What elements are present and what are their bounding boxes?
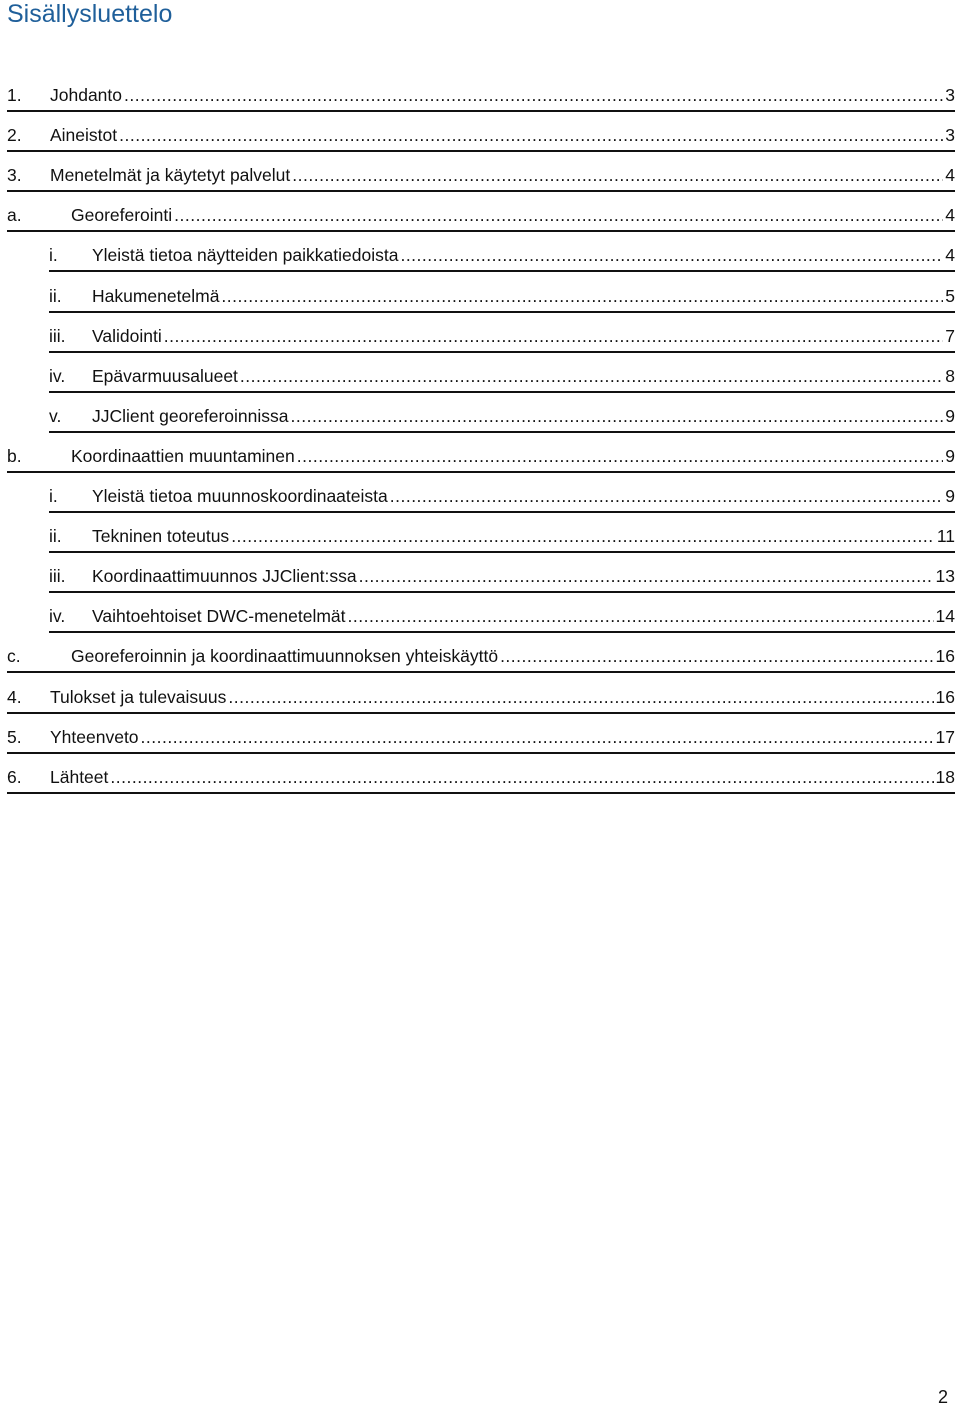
toc-entry-title: Koordinaattien muuntaminen (71, 445, 295, 466)
toc-entry-page: 4 (945, 165, 955, 186)
toc-entry-title: Vaihtoehtoiset DWC-menetelmät (92, 606, 346, 627)
toc-entry-page: 13 (935, 566, 955, 587)
toc-entry-page: 9 (945, 405, 955, 426)
toc-entry-page: 4 (945, 245, 955, 266)
toc-entry-number: c. (7, 646, 21, 667)
dot-leader (348, 604, 934, 628)
toc-entry[interactable] (7, 637, 955, 673)
toc-entry-title: Georeferoinnin ja koordinaattimuunnoksen yhteiskäyttö (71, 646, 499, 667)
dot-leader (228, 685, 933, 709)
toc-entry-page: 16 (935, 646, 955, 667)
toc-entry-number: v. (49, 405, 62, 426)
dot-leader (240, 364, 943, 388)
page-number: 2 (937, 1387, 948, 1407)
toc-entry-number: iv. (49, 606, 66, 627)
toc-entry-number: 5. (7, 726, 22, 747)
toc-entry[interactable] (7, 678, 955, 714)
dot-leader (359, 564, 934, 588)
toc-entry-page: 4 (945, 205, 955, 226)
toc-entry-number: 1. (7, 85, 22, 105)
dot-leader (291, 404, 944, 428)
toc-entry-title: Menetelmät ja käytetyt palvelut (50, 165, 291, 186)
toc-entry-page: 14 (935, 606, 955, 627)
toc-entry-page: 3 (945, 125, 955, 146)
toc-entry-page: 5 (945, 285, 955, 306)
toc-entry-page: 7 (945, 325, 955, 346)
toc-entry[interactable] (49, 557, 955, 593)
toc-entry-number: iii. (49, 566, 66, 587)
toc-entry[interactable] (7, 116, 955, 152)
toc-entry-number: iv. (49, 365, 66, 386)
dot-leader (124, 83, 943, 107)
toc-entry[interactable] (49, 236, 955, 272)
toc-entry-number: a. (7, 205, 22, 226)
toc-entry-number: 2. (7, 125, 22, 146)
toc-entry-title: Validointi (92, 325, 162, 346)
toc-entry-title: JJClient georeferoinnissa (92, 405, 289, 426)
toc-entry[interactable] (7, 196, 955, 232)
dot-leader (231, 524, 935, 548)
toc-entry-page: 17 (935, 726, 955, 747)
toc-entry[interactable] (49, 277, 955, 313)
toc-entry-page: 3 (945, 85, 955, 105)
toc-entry-page: 9 (945, 445, 955, 466)
toc-entry-number: iii. (49, 325, 66, 346)
toc-entry-page: 16 (935, 686, 955, 707)
toc-entry-number: ii. (49, 285, 62, 306)
toc-entry[interactable] (7, 156, 955, 192)
toc-entry-number: 6. (7, 766, 22, 787)
toc-entry-title: Georeferointi (71, 205, 173, 226)
dot-leader (292, 163, 943, 187)
toc-entry-title: Yhteenveto (50, 726, 139, 747)
dot-leader (500, 644, 933, 668)
dot-leader (297, 444, 944, 468)
toc-entry-number: 4. (7, 686, 22, 707)
dot-leader (141, 725, 934, 749)
dot-leader (400, 243, 943, 267)
toc-entry[interactable] (49, 597, 955, 633)
toc-entry-title: Yleistä tietoa näytteiden paikkatiedoista (92, 245, 399, 266)
toc-entry[interactable] (7, 758, 955, 794)
dot-leader (174, 203, 943, 227)
dot-leader (390, 484, 944, 508)
toc-entry-title: Tekninen toteutus (92, 526, 230, 547)
toc-entry[interactable] (49, 317, 955, 353)
toc-entry-title: Aineistot (50, 125, 118, 146)
toc-entry-title: Lähteet (50, 766, 109, 787)
toc-entry[interactable] (7, 718, 955, 754)
toc-entry-number: i. (49, 486, 58, 506)
toc-entry[interactable] (7, 437, 955, 473)
toc-entry-number: b. (7, 445, 22, 466)
toc-entry-title: Hakumenetelmä (92, 285, 220, 306)
toc-entry-number: ii. (49, 526, 62, 547)
toc-entry-page: 8 (945, 365, 955, 386)
toc-entry-title: Koordinaattimuunnos JJClient:ssa (92, 566, 357, 587)
toc-entry-page: 9 (945, 486, 955, 506)
toc-entry-number: 3. (7, 165, 22, 186)
page-title: Sisällysluettelo (7, 0, 173, 28)
toc-entry-title: Tulokset ja tulevaisuus (50, 686, 227, 707)
dot-leader (119, 123, 943, 147)
toc-entry-page: 11 (936, 526, 955, 547)
toc-entry-title: Epävarmuusalueet (92, 365, 238, 386)
dot-leader (221, 284, 943, 308)
toc-entry-page: 18 (935, 766, 955, 787)
dot-leader (164, 324, 944, 348)
toc-entry[interactable] (49, 397, 955, 433)
dot-leader (110, 765, 933, 789)
toc-entry-title: Johdanto (50, 85, 123, 105)
toc-entry-number: i. (49, 245, 58, 266)
toc-entry-title: Yleistä tietoa muunnoskoordinaateista (92, 486, 388, 506)
toc-entry[interactable] (49, 357, 955, 393)
toc-entry[interactable] (49, 477, 955, 513)
toc-entry[interactable] (7, 76, 955, 112)
toc-entry[interactable] (49, 517, 955, 553)
